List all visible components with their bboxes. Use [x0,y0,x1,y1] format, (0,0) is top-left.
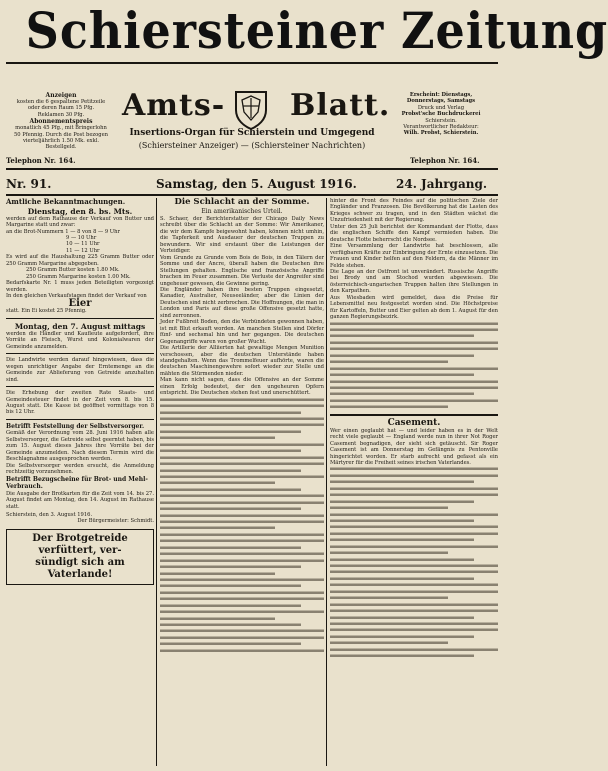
ads-label: Anzeigen [45,92,77,99]
column-news [330,198,498,766]
publisher-line: Druck und Verlag [417,104,465,111]
article-paragraph: Vom Grunde zu Grunde vom Bois de Bois, in den Tälern der Somme und der Ancre, überall haben die Deutschen ihre Stellungen gehalten. Englische und französische Angriffe brachen im Feuer zusammen. Die Verluste der Angreifer sind ungeheuer gewesen, die Gewinne gering. [160,254,324,287]
header-rule [6,168,498,170]
subscription-line: Bestellgeld. [45,144,77,151]
ads-line: oder deren Raum 15 Pfg. [27,105,95,112]
article-paragraph: Aus Wiesbaden wird gemeldet, dass die Preise für Lebensmittel neu festgesetzt worden sind. Die Höchstpreise für Kartoffeln, Butter und Eier gelten ab dem 1. August für den ganzen Regierungsbezirk. [330,294,498,321]
price-line: 250 Gramm Butter kosten 1.80 Mk. [26,267,120,274]
editor-line: Verantwortlicher Redakteur: [403,124,479,131]
coat-of-arms-icon [228,86,274,132]
subscription-line: vierteljährlich 1.50 Mk. exkl. [22,138,100,145]
header-subtitle: Insertions-Organ für Schierstein und Umgegend [129,128,375,138]
notice-text: Es wird auf die Haushaltung 225 Gramm Butter oder 250 Gramm Margarine abgegeben. [6,254,154,267]
article-subheading: Ein amerikanisches Urteil. [201,208,283,215]
telephone-left: Telephon Nr. 164. [6,156,76,165]
column-divider [156,198,157,766]
header-amts: Amts- [122,88,226,123]
issue-rule [6,194,498,196]
issue-date: Samstag, den 5. August 1916. [156,177,357,191]
header-blatt: Blatt. [290,88,391,123]
issue-number: Nr. 91. [6,177,52,191]
notice-list-item: 11 — 12 Uhr [66,247,100,254]
article-paragraph: Wer einen geglaubt hat — und leider haben es in der Welt recht viele geglaubt — England werde nun in ihrer Not Roger Casement begnadigen, der sieht sich getäuscht. Sir Roger Casement ist am Donnerstag im Gefängnis zu Pentonville hingerichtet worden. Er starb aufrecht und gefasst als ein Märtyrer für die Freiheit seines irischen Vaterlandes. [330,427,498,466]
advert-line: Der Brotgetreide verfüttert, ver- [32,532,128,556]
article-continuation [330,466,498,659]
notice-subheading: Montag, den 7. August mittags [14,321,146,331]
ads-line: kosten die 6 gespaltene Petitzeile [16,99,106,105]
notice-text: Die Erhebung der zweiten Rate Staats- und Gemeindesteuer findet in der Zeit vom 8. bis 15. August statt. Die Kasse ist geöffnet vormittags von 8 bis 12 Uhr. [6,390,154,416]
issue-year: 24. Jahrgang. [396,177,488,191]
notice-list-item: 10 — 11 Uhr [66,241,100,248]
publisher-line: Probst'sche Buchdruckerei [401,111,481,118]
ads-line: Reklamen 30 Pfg. [37,111,85,118]
section-heading: Amtliche Bekanntmachungen. [6,197,126,206]
column-somme-article [160,198,324,766]
subscription-line: 50 Pfennig. Durch die Post bezogen [13,131,109,138]
article-paragraph: hinter die Front des Feindes auf die politischen Ziele der Engländer und Franzosen. Die Bevölkerung hat die Lasten des Krieges schwer zu tragen, und in den Städten wächst die Unzufriedenheit mit der Regierung. [330,198,498,224]
price-line: 250 Gramm Margarine kosten 1.00 Mk. [26,273,131,280]
article-continuation [330,321,498,411]
divider [6,353,154,354]
issue-bar [6,176,498,192]
article-paragraph: S. Schaer, der Berichterstatter der Chicago Daily News schreibt über die Schlacht an der Somme: Wir Amerikaner, die wir dem Kampfe beigewohnt haben, können nicht umhin, die Tapferkeit und Ausdauer der deutschen Truppen zu bewundern. Wir sind erstaunt über die Leistungen der Verteidiger. [160,216,324,255]
text-line-texture [330,404,448,410]
notice-list-item: 9 — 10 Uhr [66,234,97,241]
divider [6,318,154,319]
article-paragraph: Die Artillerie der Alliierten hat gewaltige Mengen Munition verschossen, aber die deutschen Unterstände haben standgehalten. Wenn das Trommelfeuer aufhörte, waren die deutschen Maschinengewehre sofort wieder zur Stelle und mähten die Stürmenden nieder. [160,345,324,377]
publisher-line: Schierstein. [425,117,457,124]
text-line-texture [160,648,324,654]
article-paragraph: Eine Versammlung der Landwirte hat beschlossen, alle verfügbaren Kräfte zur Einbringung der Ernte einzusetzen. Die Frauen und Kinder helfen auf den Feldern, da die Männer im Felde stehen. [330,243,498,269]
notice-signature: Der Bürgermeister: Schmidt. [77,518,154,525]
patriotic-advert [6,529,154,585]
header-subtitle-secondary: (Schiersteiner Anzeiger) — (Schiersteiner Nachrichten) [138,141,366,150]
notice-text: Die Landwirte werden darauf hingewiesen, dass die wegen unrichtiger Angabe der Erntemenge an die Gemeinde zur Ablieferung von Getreide anzuhalten sind. [6,357,154,383]
article-paragraph: Unter den 25 Juli berichtet der Kommandant der Flotte, dass die englischen Schiffe den Kampf vermieden haben. Die deutsche Flotte beherrscht die Nordsee. [330,223,498,243]
notice-list-item: an die Brot-Nummern 1 — 8 von 8 — 9 Uhr [6,228,120,235]
publication-info-box [384,92,498,154]
notice-text: Die Ausgabe der Brotkarten für die Zeit vom 14. bis 27. August findet am Montag, den 14. August im Rathause statt. [6,490,154,510]
column-divider [326,198,327,766]
notice-text: Die Selbstversorger werden ersucht, die Anmeldung rechtzeitig vorzunehmen. [6,462,154,476]
article-paragraph: Die Lage an der Ostfront ist unverändert. Russische Angriffe bei Brody und am Stochod wurden abgewiesen. Die österreichisch-ungarischen Truppen halten ihre Stellungen in den Karpathen. [330,268,498,295]
notice-text: In den gleichen Verkaufstagen findet der Verkauf von [6,293,147,300]
telephone-right: Telephon Nr. 164. [410,156,480,165]
article-heading: Casement. [387,417,441,428]
notice-text: Gemäß der Verordnung vom 28. Juni 1916 haben alle Selbstversorger, die Getreide selbst geerntet haben, bis zum 15. August dieses Jahres ihre Vorräte bei der Gemeinde anzumelden. Nach diesem Termin wird die Beschlagnahme ausgesprochen werden. [6,430,154,463]
notice-subheading: Betrifft Feststellung der Selbstversorger. [6,422,145,430]
notice-subheading: Dienstag, den 8. bs. Mts. [27,206,133,216]
notice-subheading: Betrifft Bezugscheine für Brot- und Mehl-Verbrauch. [6,475,148,491]
notice-text: werden auf dem Rathause der Verkauf von Butter und Margarine statt und zwar: [6,215,154,229]
notice-eier: Eier [68,298,92,310]
subscription-info-box [6,92,116,154]
divider [6,386,154,387]
notice-text: Bedarfskarte Nr. 1 muss jeden Beteiligten vorgezeigt werden. [6,280,154,293]
column-official-notices [6,198,154,766]
article-paragraph: Jeder Fußbreit Boden, den die Verbündeten gewonnen haben, ist mit Blut erkauft worden. An manchen Stellen sind Dörfer fünf- und sechsmal hin und her gegangen. Die deutschen Gegenangriffe waren von großer Wucht. [160,319,324,345]
masthead-title: Schiersteiner Zeitung [25,1,608,60]
article-heading: Die Schlacht an der Somme. [174,197,310,207]
editor-line: Wilh. Probst, Schierstein. [403,130,479,137]
advert-line: sündigt sich am Vaterlande! [35,556,125,580]
article-paragraph: Die Engländer haben ihre besten Truppen eingesetzt, Kanadier, Australier, Neuseeländer, aber die Linien der Deutschen sind nicht zerbrochen. Die Hoffnungen, die man in London und Paris auf diese große Offensive gesetzt hatte, sind zerronnen. [160,286,324,319]
subscription-label: Abonnementspreis [29,118,93,126]
subscription-line: monatlich 45 Pfg., mit Bringerlohn [15,125,107,132]
notice-text: statt. Ein Ei kostet 25 Pfennig. [6,308,87,315]
publication-line: Donnerstags, Samstags [406,98,476,105]
divider [330,414,498,416]
text-line-texture [330,653,474,659]
publication-line: Erscheint: Dienstags, [409,92,473,98]
article-continuation [160,397,324,655]
article-paragraph: Man kann nicht sagen, dass die Offensive an der Somme einen Erfolg bedeutet, der den ungeheuren Opfern entspricht. Die Deutschen stehen fest und unerschüttert. [160,377,324,397]
masthead-rule [6,62,498,64]
divider [6,419,154,420]
notice-date: Schierstein, den 3. August 1916. [6,511,93,518]
notice-text: werden die Händler und Kaufleute aufgefordert, ihre Vorräte an Fleisch, Wurst und Kolonialwaren der Gemeinde anzumelden. [6,330,154,350]
